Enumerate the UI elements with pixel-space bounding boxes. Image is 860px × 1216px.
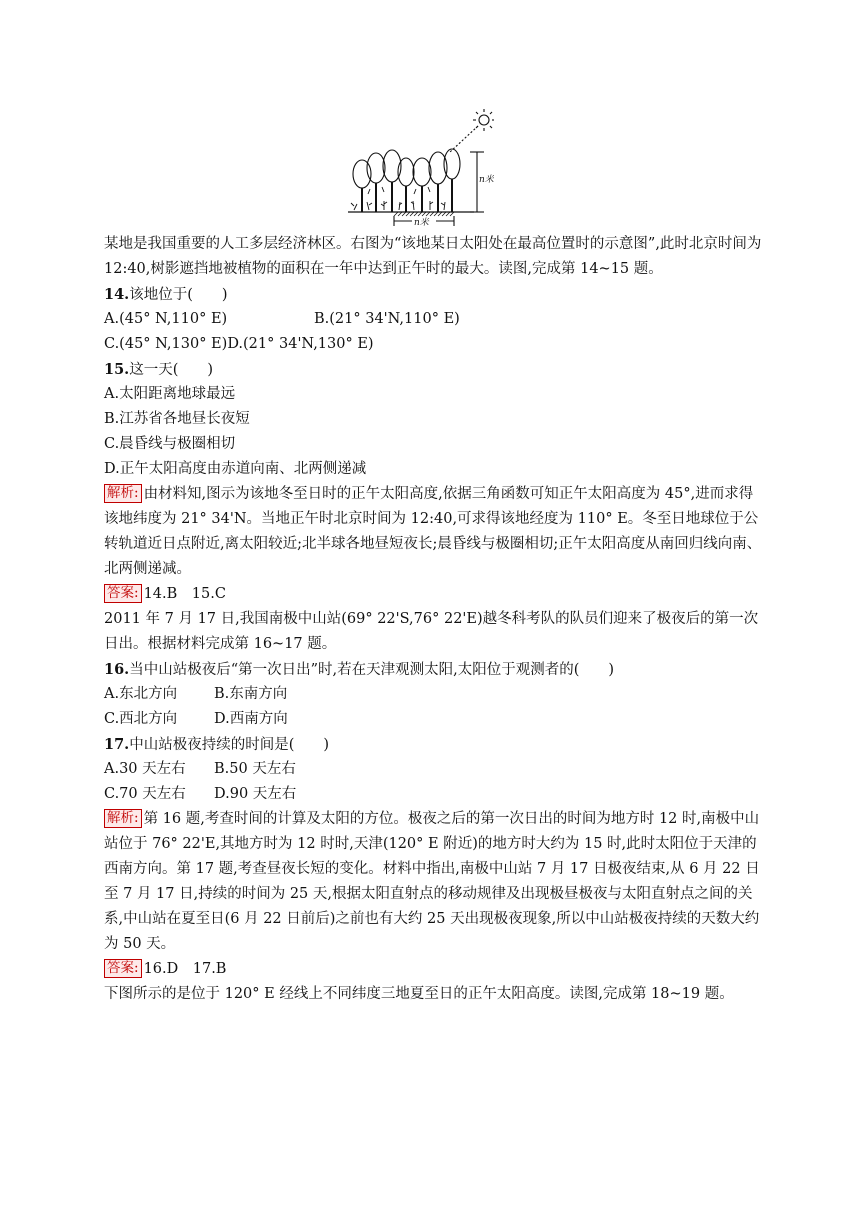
q17-options-row2 (104, 782, 764, 807)
analysis-tag: 解析: (104, 809, 142, 828)
question-16 (104, 657, 764, 682)
q15-option-c: C.晨昏线与极圈相切 (104, 436, 236, 452)
question-block-14-15 (104, 232, 764, 1007)
q16-options-row2 (104, 707, 764, 732)
q14-options-row2 (104, 332, 764, 357)
q15-stem: 这一天( ) (129, 362, 214, 378)
q16-option-c: C.西北方向 (104, 711, 178, 727)
q17-number: 17. (104, 736, 130, 753)
q14-option-d: D.(21° 34'N,130° E) (227, 336, 374, 352)
q14-option-c: C.(45° N,130° E) (104, 336, 228, 352)
q17-option-c: C.70 天左右 (104, 786, 186, 802)
analysis-16-17 (104, 807, 764, 957)
q14-option-a: A.(45° N,110° E) (104, 311, 228, 327)
answer-16-17 (104, 957, 764, 982)
sun-icon (473, 109, 494, 131)
q17-stem: 中山站极夜持续的时间是( ) (129, 737, 330, 753)
intro-14-15: 某地是我国重要的人工多层经济林区。右图为“该地某日太阳处在最高位置时的示意图”,此时北京时间为 12:40,树影遮挡地被植物的面积在一年中达到正午时的最大。读图,完成第 14~15 题。 (104, 236, 762, 277)
q15-option-a: A.太阳距离地球最远 (104, 386, 236, 402)
tree-shadow-figure (344, 106, 494, 228)
q17-options-row1 (104, 757, 764, 782)
question-15 (104, 357, 764, 382)
q16-option-b: B.东南方向 (214, 686, 288, 702)
question-17 (104, 732, 764, 757)
answer-14-15 (104, 582, 764, 607)
q15-option-d: D.正午太阳高度由赤道向南、北两侧递减 (104, 461, 367, 477)
q15-option-b: B.江苏省各地昼长夜短 (104, 411, 250, 427)
q14-option-b: B.(21° 34'N,110° E) (314, 311, 460, 327)
height-label: n米 (479, 175, 494, 185)
analysis-tag: 解析: (104, 484, 142, 503)
q16-options-row1 (104, 682, 764, 707)
answer-text: 14.B 15.C (143, 586, 226, 602)
q16-stem: 当中山站极夜后“第一次日出”时,若在天津观测太阳,太阳位于观测者的( ) (129, 662, 615, 678)
q17-option-d: D.90 天左右 (214, 786, 297, 802)
q14-number: 14. (104, 286, 130, 303)
answer-tag: 答案: (104, 959, 142, 978)
q17-option-a: A.30 天左右 (104, 761, 186, 777)
q14-options-row1 (104, 307, 764, 332)
width-label: n米 (414, 218, 429, 228)
answer-text: 16.D 17.B (143, 961, 227, 977)
intro-18-19: 下图所示的是位于 120° E 经线上不同纬度三地夏至日的正午太阳高度。读图,完成第 18~19 题。 (104, 986, 734, 1002)
q17-option-b: B.50 天左右 (214, 761, 296, 777)
q16-number: 16. (104, 661, 130, 678)
intro-16-17: 2011 年 7 月 17 日,我国南极中山站(69° 22'S,76° 22'E)越冬科考队的队员们迎来了极夜后的第一次日出。根据材料完成第 16~17 题。 (104, 611, 759, 652)
q14-stem: 该地位于( ) (129, 287, 228, 303)
q16-option-d: D.西南方向 (214, 711, 288, 727)
analysis-text: 第 16 题,考查时间的计算及太阳的方位。极夜之后的第一次日出的时间为地方时 12 时,南极中山站位于 76° 22'E,其地方时为 12 时时,天津(120° E 附近)的地方时大约为 15 时,此时太阳位于天津的西南方向。第 17 题,考查昼夜长短的变化。材料中指出,南极中山站 7 月 17 日极夜结束,从 6 月 22 日至 7 月 17 日,持续的时间为 25 天,根据太阳直射点的移动规律及出现极昼极夜与太阳直射点之间的关系,中山站在夏至日(6 月 22 日前后)之前也有大约 25 天出现极夜现象,所以中山站极夜持续的天数大约为 50 天。 (104, 811, 760, 952)
analysis-14-15 (104, 482, 764, 582)
q16-option-a: A.东北方向 (104, 686, 178, 702)
analysis-text: 由材料知,图示为该地冬至日时的正午太阳高度,依据三角函数可知正午太阳高度为 45°,进而求得该地纬度为 21° 34'N。当地正午时北京时间为 12:40,可求得该地经度为 110° E。冬至日地球位于公转轨道近日点附近,离太阳较近;北半球各地昼短夜长;晨昏线与极圈相切;正午太阳高度从南回归线向南、北两侧递减。 (104, 486, 762, 577)
question-14 (104, 282, 764, 307)
answer-tag: 答案: (104, 584, 142, 603)
q15-number: 15. (104, 361, 130, 378)
